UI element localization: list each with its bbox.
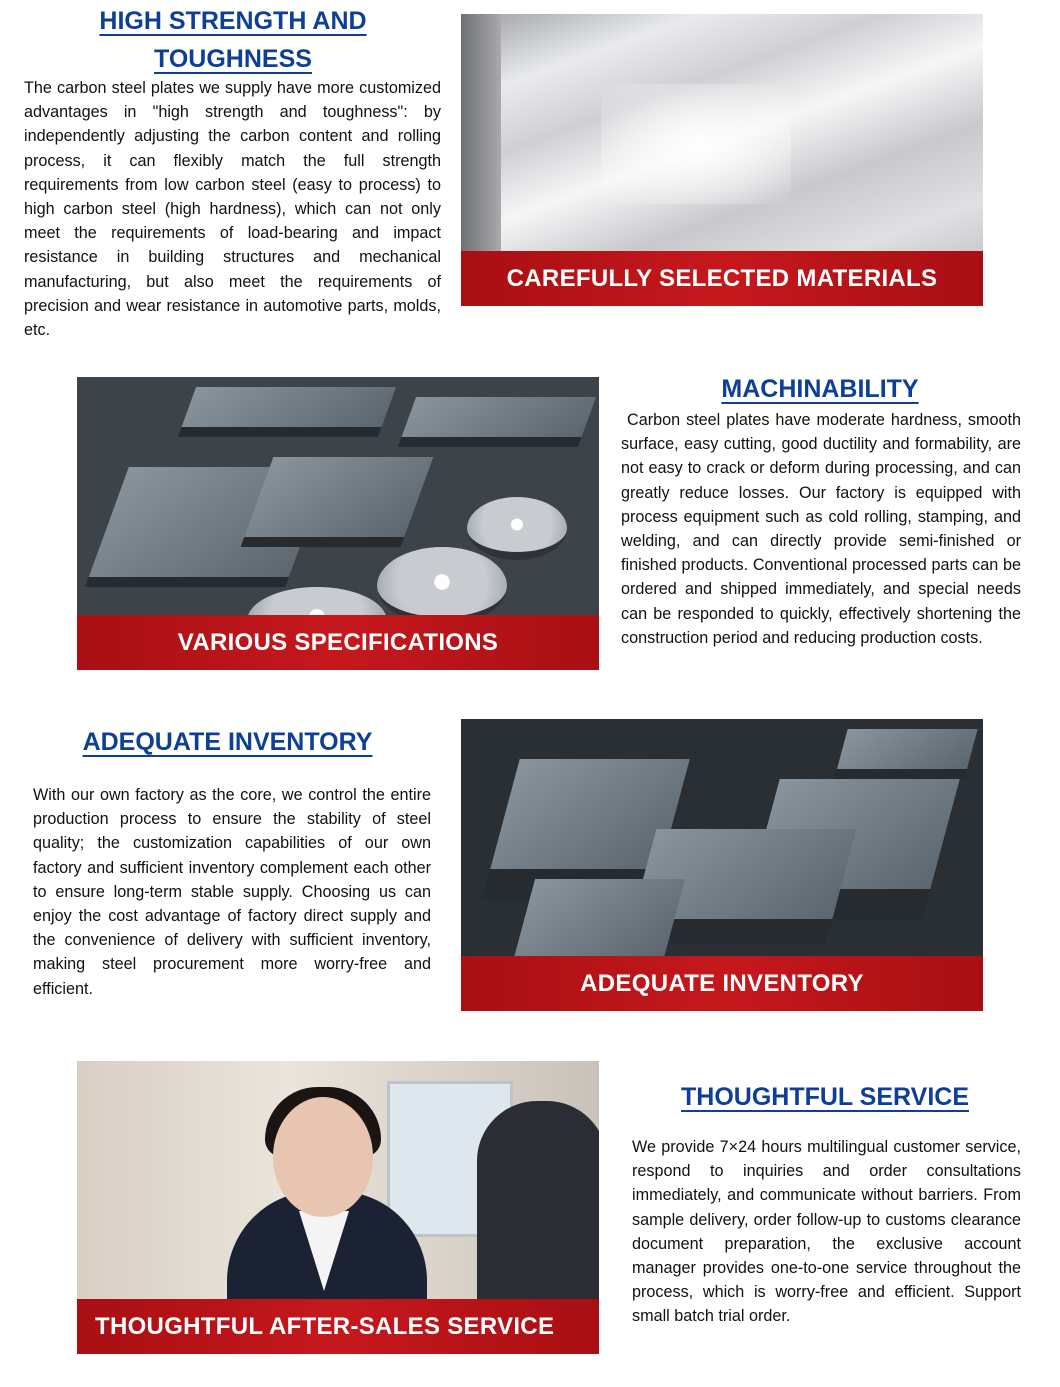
- steel-plate: [241, 457, 434, 547]
- sheet-edge: [461, 14, 501, 254]
- text-machinability: Carbon steel plates have moderate hardness, smooth surface, easy cutting, good ductility and formability, are not easy to crack or deform during processing, and can greatly reduce losses. Our factory is equipped with process equipment such as cold rolling, stamping, and welding, and can directly provide semi-finished or finished products. Conventional processed parts can be ordered and shipped immediately, and special needs can be responded to quickly, effectively shortening the construction period and reducing production costs.: [621, 411, 1021, 647]
- text-thoughtful-service: We provide 7×24 hours multilingual customer service, respond to inquiries and order consultations immediately, and communicate without barriers. From sample delivery, order follow-up to customs clearance document preparation, the exclusive account manager provides one-to-one service throughout the process, which is worry-free and efficient. Support small batch trial order.: [632, 1138, 1021, 1326]
- sheet-reflection: [601, 84, 791, 204]
- heading-thoughtful-service: [630, 1078, 1020, 1116]
- heading-text: MACHINABILITY: [721, 375, 919, 403]
- text-adequate-inventory: With our own factory as the core, we control the entire production process to ensure the stability of steel quality; the customization capabilities of our own factory and sufficient inventory complement each other to ensure long-term stable supply. Choosing us can enjoy the cost advantage of factory direct supply and the convenience of delivery with sufficient inventory, making steel procurement more worry-free and efficient.: [33, 786, 431, 998]
- heading-line-1: HIGH STRENGTH AND: [99, 7, 367, 35]
- heading-line-2: TOUGHNESS: [154, 45, 312, 73]
- banner-materials: CAREFULLY SELECTED MATERIALS: [461, 251, 983, 306]
- customer-service-photo: [77, 1061, 599, 1354]
- banner-after-sales: THOUGHTFUL AFTER-SALES SERVICE: [77, 1299, 599, 1354]
- heading-machinability: [620, 370, 1020, 408]
- steel-sheets-photo: [461, 14, 983, 306]
- plates-and-discs-photo: [77, 377, 599, 670]
- banner-specifications: VARIOUS SPECIFICATIONS: [77, 615, 599, 670]
- heading-adequate-inventory: [30, 723, 425, 761]
- inventory-stacks-photo: [461, 719, 983, 1011]
- steel-plate: [178, 387, 396, 437]
- heading-text: THOUGHTFUL SERVICE: [681, 1083, 969, 1111]
- steel-disc: [467, 497, 567, 560]
- steel-stack: [834, 729, 977, 779]
- steel-disc: [377, 547, 507, 625]
- steel-plate: [398, 397, 596, 447]
- heading-high-strength: [48, 2, 418, 78]
- service-agent-face: [273, 1097, 373, 1217]
- heading-text: ADEQUATE INVENTORY: [82, 728, 373, 756]
- banner-inventory: ADEQUATE INVENTORY: [461, 956, 983, 1011]
- text-high-strength: The carbon steel plates we supply have more customized advantages in "high strength and toughness": by independently adjusting the carbon content and rolling process, it can flexibly match the full strength requirements from low carbon steel (easy to process) to high carbon steel (high hardness), which can not only meet the requirements of load-bearing and impact resistance in building structures and mechanical manufacturing, but also meet the requirements of precision and wear resistance in automotive parts, molds, etc.: [24, 79, 441, 340]
